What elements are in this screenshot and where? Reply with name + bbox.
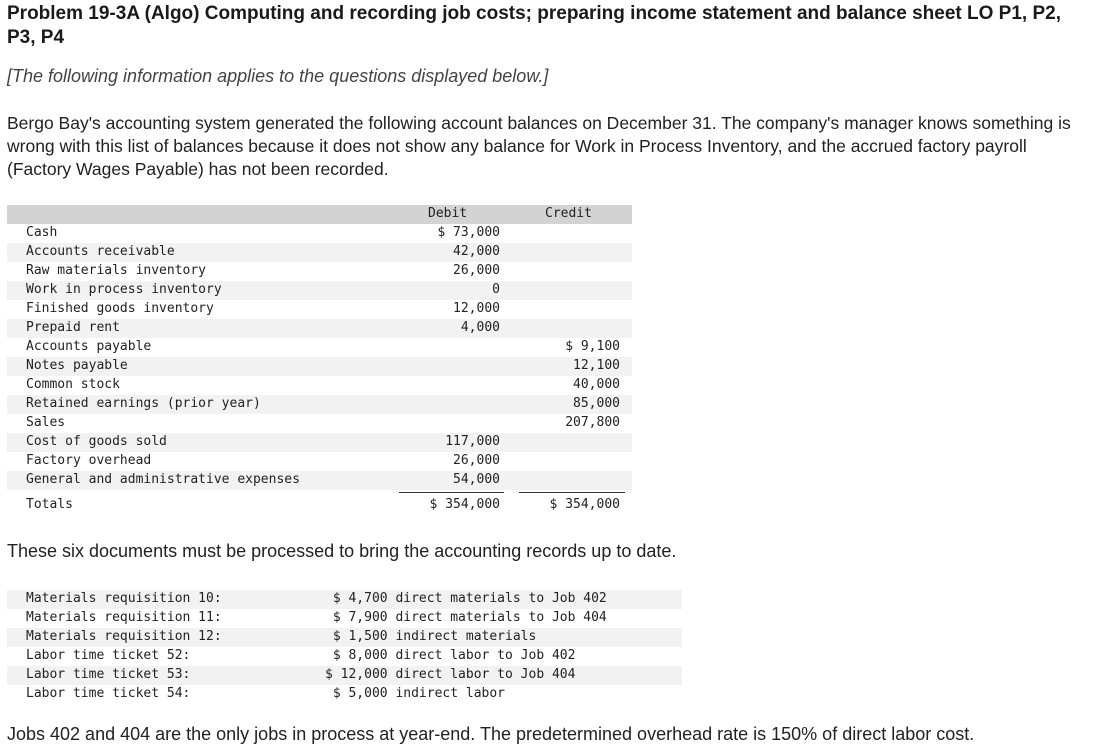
account-name: Work in process inventory bbox=[26, 282, 222, 297]
debit-value: 26,000 bbox=[453, 453, 500, 468]
debit-value: $ 73,000 bbox=[437, 225, 500, 240]
documents-list bbox=[7, 590, 682, 704]
document-row bbox=[7, 590, 682, 609]
documents-intro: These six documents must be processed to bring the accounting records up to date. bbox=[7, 541, 677, 561]
account-name: Cash bbox=[26, 225, 58, 240]
document-name: Labor time ticket 53: bbox=[26, 667, 191, 682]
document-row bbox=[7, 666, 682, 685]
document-description: $ 5,000 indirect labor bbox=[325, 686, 506, 701]
document-row bbox=[7, 609, 682, 628]
intro-paragraph: Bergo Bay's accounting system generated the following account balances on December 31. The company's manager knows something is wrong with this list of balances because it does not show any balance for Work in Process Inventory, and the accrued factory payroll (Factory Wages Payable) has not been recorded. bbox=[7, 113, 1071, 179]
account-row bbox=[7, 357, 632, 376]
credit-value: $ 9,100 bbox=[565, 339, 620, 354]
table-header bbox=[7, 205, 632, 224]
credit-value: 12,100 bbox=[573, 358, 620, 373]
footer-note: Jobs 402 and 404 are the only jobs in process at year-end. The predetermined overhead rate is 150% of direct labor cost. bbox=[7, 724, 975, 744]
debit-value: 0 bbox=[492, 282, 500, 297]
document-row bbox=[7, 647, 682, 666]
totals-row bbox=[7, 492, 632, 518]
document-description: $ 1,500 indirect materials bbox=[325, 629, 537, 644]
account-name: General and administrative expenses bbox=[26, 472, 300, 487]
document-name: Materials requisition 11: bbox=[26, 610, 222, 625]
account-name: Cost of goods sold bbox=[26, 434, 167, 449]
document-name: Materials requisition 12: bbox=[26, 629, 222, 644]
debit-value: 54,000 bbox=[453, 472, 500, 487]
account-row bbox=[7, 300, 632, 319]
account-name: Accounts payable bbox=[26, 339, 152, 354]
account-name: Finished goods inventory bbox=[26, 301, 214, 316]
account-row bbox=[7, 281, 632, 300]
account-row bbox=[7, 319, 632, 338]
debit-value: 4,000 bbox=[460, 320, 500, 335]
account-name: Prepaid rent bbox=[26, 320, 120, 335]
debit-value: 26,000 bbox=[453, 263, 500, 278]
document-row bbox=[7, 628, 682, 647]
account-name: Raw materials inventory bbox=[26, 263, 207, 278]
debit-value: 42,000 bbox=[453, 244, 500, 259]
document-name: Labor time ticket 52: bbox=[26, 648, 191, 663]
problem-title: Problem 19-3A (Algo) Computing and recording job costs; preparing income statement and balance sheet LO P1, P2, P3, P4 bbox=[7, 3, 1061, 48]
debit-value: 12,000 bbox=[453, 301, 500, 316]
totals-credit: $ 354,000 bbox=[549, 497, 620, 512]
account-row bbox=[7, 338, 632, 357]
document-description: $ 7,900 direct materials to Job 404 bbox=[325, 610, 607, 625]
trial-balance-table bbox=[7, 205, 632, 518]
document-description: $ 12,000 direct labor to Job 404 bbox=[325, 667, 576, 682]
context-note: [The following information applies to the questions displayed below.] bbox=[7, 66, 549, 86]
account-name: Common stock bbox=[26, 377, 120, 392]
account-name: Accounts receivable bbox=[26, 244, 175, 259]
credit-header: Credit bbox=[545, 206, 592, 221]
credit-value: 40,000 bbox=[573, 377, 620, 392]
account-row bbox=[7, 376, 632, 395]
account-row bbox=[7, 452, 632, 471]
document-description: $ 8,000 direct labor to Job 402 bbox=[325, 648, 576, 663]
document-name: Labor time ticket 54: bbox=[26, 686, 191, 701]
account-row bbox=[7, 262, 632, 281]
credit-value: 207,800 bbox=[565, 415, 620, 430]
account-row bbox=[7, 224, 632, 243]
account-name: Sales bbox=[26, 415, 66, 430]
debit-rule bbox=[399, 492, 504, 493]
account-row bbox=[7, 395, 632, 414]
credit-rule bbox=[519, 492, 625, 493]
account-row bbox=[7, 433, 632, 452]
debit-value: 117,000 bbox=[445, 434, 500, 449]
credit-value: 85,000 bbox=[573, 396, 620, 411]
totals-debit: $ 354,000 bbox=[429, 497, 500, 512]
account-row bbox=[7, 414, 632, 433]
account-row bbox=[7, 243, 632, 262]
account-name: Retained earnings (prior year) bbox=[26, 396, 261, 411]
document-name: Materials requisition 10: bbox=[26, 591, 222, 606]
account-name: Factory overhead bbox=[26, 453, 152, 468]
totals-label: Totals bbox=[26, 497, 73, 512]
account-row bbox=[7, 471, 632, 490]
account-name: Notes payable bbox=[26, 358, 128, 373]
document-description: $ 4,700 direct materials to Job 402 bbox=[325, 591, 607, 606]
debit-header: Debit bbox=[428, 206, 468, 221]
document-row bbox=[7, 685, 682, 704]
